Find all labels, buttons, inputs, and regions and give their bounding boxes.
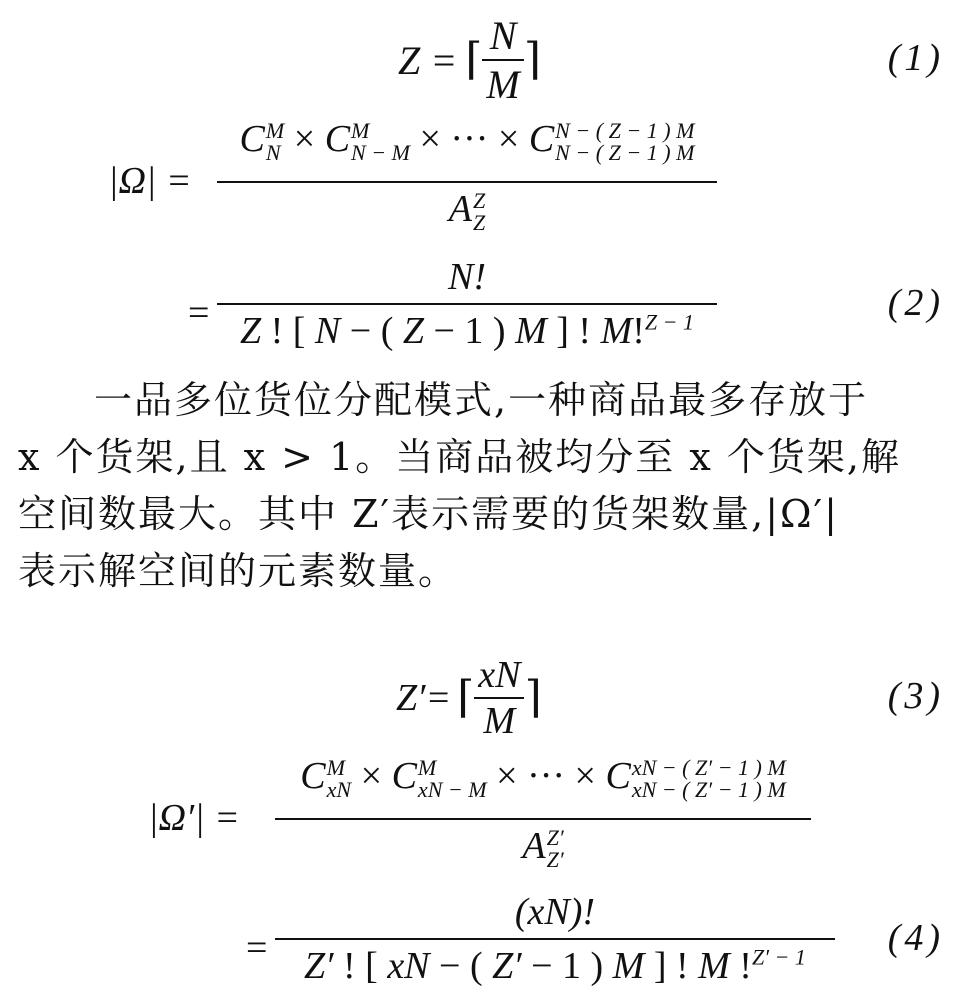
eq3-fraction <box>474 653 524 743</box>
eq4-lhs: |Ω′| = <box>148 797 240 839</box>
eq3-numerator: xN <box>478 654 521 696</box>
eq2-denominator-2: Z ! [ N − ( Z − 1 ) M ] ! M!$^{Z - 1}$ <box>239 309 695 352</box>
ceiling-right: ⌉ <box>523 35 541 84</box>
eq1-lhs: Z = <box>398 37 458 83</box>
eq1-label: (1) <box>887 37 944 79</box>
eq3-label: (3) <box>887 675 944 717</box>
eq4-eq-sign: = <box>246 927 268 969</box>
eq3-denominator: M <box>483 700 516 742</box>
ceiling-left: ⌈ <box>465 35 483 84</box>
eq2-numerator-2: N! <box>448 256 486 298</box>
paragraph-line-4: 表示解空间的元素数量。 <box>18 549 459 593</box>
equation-4-line-2 <box>0 890 960 998</box>
eq1-denominator: M <box>486 62 520 107</box>
equation-1 <box>0 10 960 110</box>
ceiling-left: ⌈ <box>457 673 475 722</box>
eq2-label: (2) <box>887 282 944 324</box>
eq2-fraction-2 <box>212 255 722 353</box>
ceiling-right: ⌉ <box>524 673 542 722</box>
eq4-label: (4) <box>887 917 944 959</box>
body-paragraph <box>18 372 944 600</box>
eq2-fraction-1 <box>212 115 722 234</box>
paragraph-line-1: 一品多位货位分配模式,一种商品最多存放于 <box>94 378 869 422</box>
paragraph-line-3: 空间数最大。其中 Z′表示需要的货架数量,|Ω′| <box>18 492 839 536</box>
eq4-numerator: C M xN × C M xN − M × ··· × C xN − ( Z′ − 1 ) M xN − ( Z′ − 1 ) M <box>270 752 816 818</box>
eq2-numerator: C M N × C M N − M × ··· × C N − ( Z − 1 ) M N − ( Z − 1 ) M <box>212 115 722 181</box>
equation-3 <box>0 648 960 748</box>
eq4-denominator-2: Z′ ! [ xN − ( Z′ − 1 ) M ] ! M !$^{Z' - 1}$ <box>304 944 806 987</box>
eq4-fraction-2 <box>270 890 840 988</box>
paragraph-line-2: x 个货架,且 x > 1。当商品被均分至 x 个货架,解 <box>18 435 901 479</box>
eq3-lhs: Z′= <box>396 677 452 719</box>
eq1-numerator: N <box>489 13 517 58</box>
equation-2-line-1 <box>0 115 960 245</box>
eq4-numerator-text <box>300 752 301 753</box>
eq2-numerator-text <box>240 115 241 116</box>
equation-2-line-2 <box>0 255 960 365</box>
eq4-numerator-2: (xN)! <box>514 891 596 933</box>
eq4-denominator: A Z′ Z′ <box>522 825 564 873</box>
eq2-eq-sign: = <box>188 292 210 334</box>
eq1-fraction <box>482 12 523 108</box>
eq2-lhs: |Ω| = <box>108 160 192 202</box>
equation-4-line-1 <box>0 752 960 882</box>
eq4-fraction-1 <box>270 752 816 871</box>
eq2-denominator: A Z Z <box>448 188 486 236</box>
